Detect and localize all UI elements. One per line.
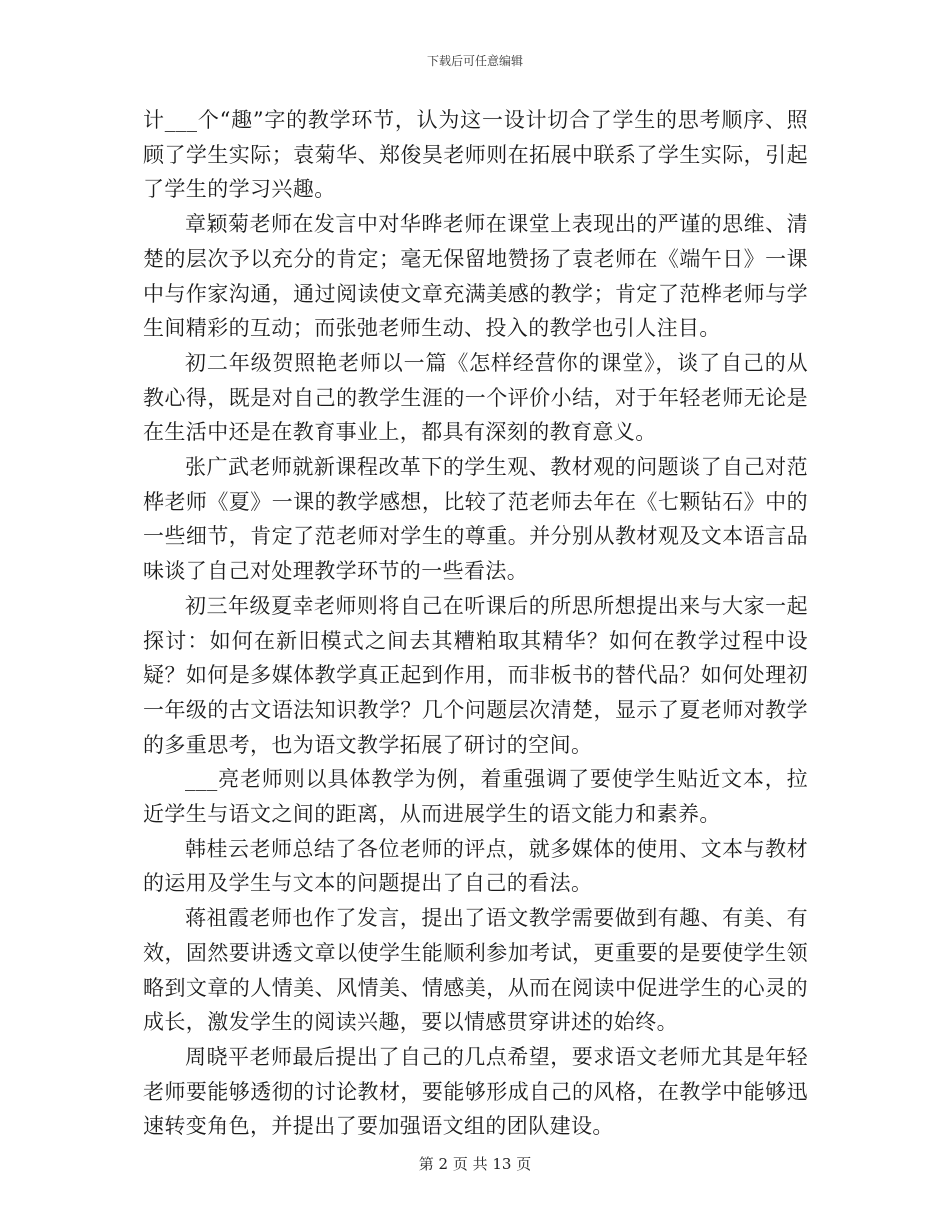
page-footer: 第 2 页 共 13 页 [418, 1155, 532, 1173]
page-header: 下载后可任意编辑 [426, 54, 523, 68]
paragraph: 章颖菊老师在发言中对华晔老师在课堂上表现出的严谨的思维、清楚的层次予以充分的肯定；毫无保留地赞扬了袁老师在《端午日》一课中与作家沟通，通过阅读使文章充满美感的教学；肯定了范桦老师与学生间精彩的互动；而张弛老师生动、投入的教学也引人注目。 [143, 212, 808, 341]
paragraph: 初二年级贺照艳老师以一篇《怎样经营你的课堂》，谈了自己的从教心得，既是对自己的教学生涯的一个评价小结，对于年轻老师无论是在生活中还是在教育事业上，都具有深刻的教育意义。 [143, 350, 808, 445]
paragraph-continuation: 计___个“趣”字的教学环节，认为这一设计切合了学生的思考顺序、照顾了学生实际；袁菊华、郑俊昊老师则在拓展中联系了学生实际，引起了学生的学习兴趣。 [143, 108, 808, 202]
paragraph: 周晓平老师最后提出了自己的几点希望，要求语文老师尤其是年轻老师要能够透彻的讨论教材，要能够形成自己的风格，在教学中能够迅速转变角色，并提出了要加强语文组的团队建设。 [143, 1044, 808, 1139]
paragraph: ___亮老师则以具体教学为例，着重强调了要使学生贴近文本，拉近学生与语文之间的距离，从而进展学生的语文能力和素养。 [143, 767, 808, 827]
paragraph: 张广武老师就新课程改革下的学生观、教材观的问题谈了自己对范桦老师《夏》一课的教学感想，比较了范老师去年在《七颗钻石》中的一些细节，肯定了范老师对学生的尊重。并分别从教材观及文本语言品味谈了自己对处理教学环节的一些看法。 [143, 455, 808, 584]
paragraph: 韩桂云老师总结了各位老师的评点，就多媒体的使用、文本与教材的运用及学生与文本的问题提出了自己的看法。 [143, 836, 808, 896]
document-body [143, 103, 808, 1144]
paragraph: 初三年级夏幸老师则将自己在听课后的所思所想提出来与大家一起探讨：如何在新旧模式之间去其糟粕取其精华？如何在教学过程中设疑？如何是多媒体教学真正起到作用，而非板书的替代品？如何处理初一年级的古文语法知识教学？几个问题层次清楚，显示了夏老师对教学的多重思考，也为语文教学拓展了研讨的空间。 [143, 593, 808, 757]
paragraph: 蒋祖霞老师也作了发言，提出了语文教学需要做到有趣、有美、有效，固然要讲透文章以使学生能顺利参加考试，更重要的是要使学生领略到文章的人情美、风情美、情感美，从而在阅读中促进学生的心灵的成长，激发学生的阅读兴趣，要以情感贯穿讲述的始终。 [143, 906, 808, 1035]
